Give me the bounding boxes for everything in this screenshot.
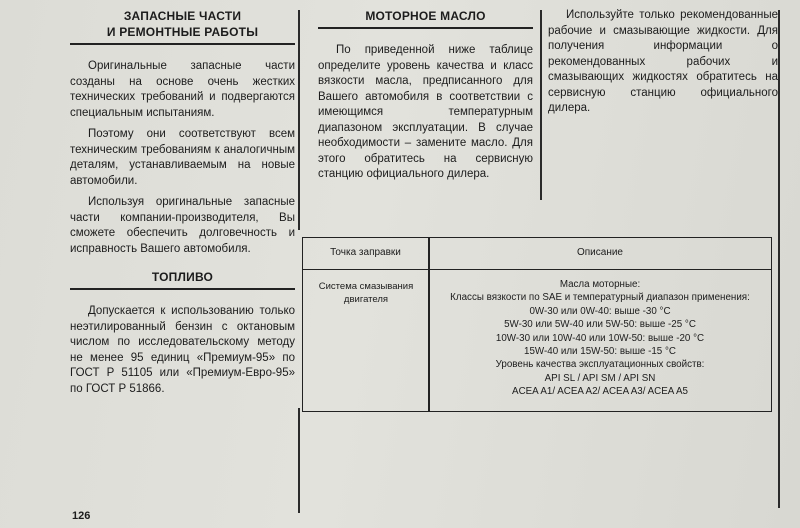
table-cell-description: [431, 278, 769, 399]
description-line: Классы вязкости по SAE и температурный диапазон применения:: [450, 292, 750, 304]
header-description: Описание: [576, 247, 623, 258]
description-line: 15W-40 или 15W-50: выше -15 °С: [524, 346, 676, 358]
description-line: 0W-30 или 0W-40: выше -30 °С: [529, 305, 671, 317]
description-line: 5W-30 или 5W-40 или 5W-50: выше -25 °С: [504, 319, 696, 331]
middle-column: [318, 8, 533, 189]
description-line: Уровень качества эксплуатационных свойств:: [495, 359, 705, 371]
motor-oil-paragraph: По приведенной ниже таблице определите уровень качества и класс вязкости масла, предписанного для Вашего автомобиля в соответствии с имеющимся температурным диапазоном эксплуатации. В случае необходимости – замените масло. Для этого обратитесь на сервисную станцию официального дилера.: [318, 44, 533, 180]
table-header: [303, 238, 771, 270]
right-column: [548, 8, 778, 123]
description-line: API SL / API SM / API SN: [544, 372, 656, 384]
left-column: [70, 8, 295, 403]
spare-parts-heading: ЗАПАСНЫЕ ЧАСТИ И РЕМОНТНЫЕ РАБОТЫ: [70, 8, 295, 45]
table-cell-filling-point: Система смазывания двигателя: [318, 281, 414, 305]
fuel-heading: ТОПЛИВО: [70, 269, 295, 290]
fuel-paragraph: Допускается к использованию только неэтилированный бензин с октановым числом по исследовательскому методу не менее 95 единиц «Премиум-95» по ГОСТ Р 51105 или «Премиум-Евро-95» по ГОСТ Р 51866.: [70, 305, 295, 395]
header-filling-point: Точка заправки: [330, 247, 401, 258]
spare-parts-paragraph: Поэтому они соответствуют всем техническим требованиям к аналогичным деталям, устанавливаемым на новые автомобили.: [70, 128, 295, 187]
spare-parts-paragraph: Используя оригинальные запасные части компании-производителя, Вы сможете обеспечить долговечность и исправность Вашего автомобиля.: [70, 196, 295, 255]
column-divider: [298, 10, 300, 230]
description-line: ACEA A1/ ACEA A2/ ACEA A3/ ACEA A5: [512, 386, 688, 398]
column-divider: [298, 408, 300, 513]
description-line: Масла моторные:: [559, 279, 641, 290]
column-divider: [778, 10, 780, 508]
column-divider: [540, 10, 542, 200]
table-column-divider: [428, 238, 430, 411]
lubrication-table: [302, 237, 772, 412]
description-line: 10W-30 или 10W-40 или 10W-50: выше -20 °С: [495, 332, 705, 344]
fluids-paragraph: Используйте только рекомендованные рабочие и смазывающие жидкости. Для получения информации о рекомендованных рабочих и смазывающих жидкостях обратитесь на сервисную станцию официального дилера.: [548, 9, 778, 114]
motor-oil-heading: МОТОРНОЕ МАСЛО: [318, 8, 533, 29]
page-number: 126: [72, 510, 91, 522]
spare-parts-paragraph: Оригинальные запасные части созданы на основе очень жестких технических требований и подвергаются специальным испытаниям.: [70, 60, 295, 119]
